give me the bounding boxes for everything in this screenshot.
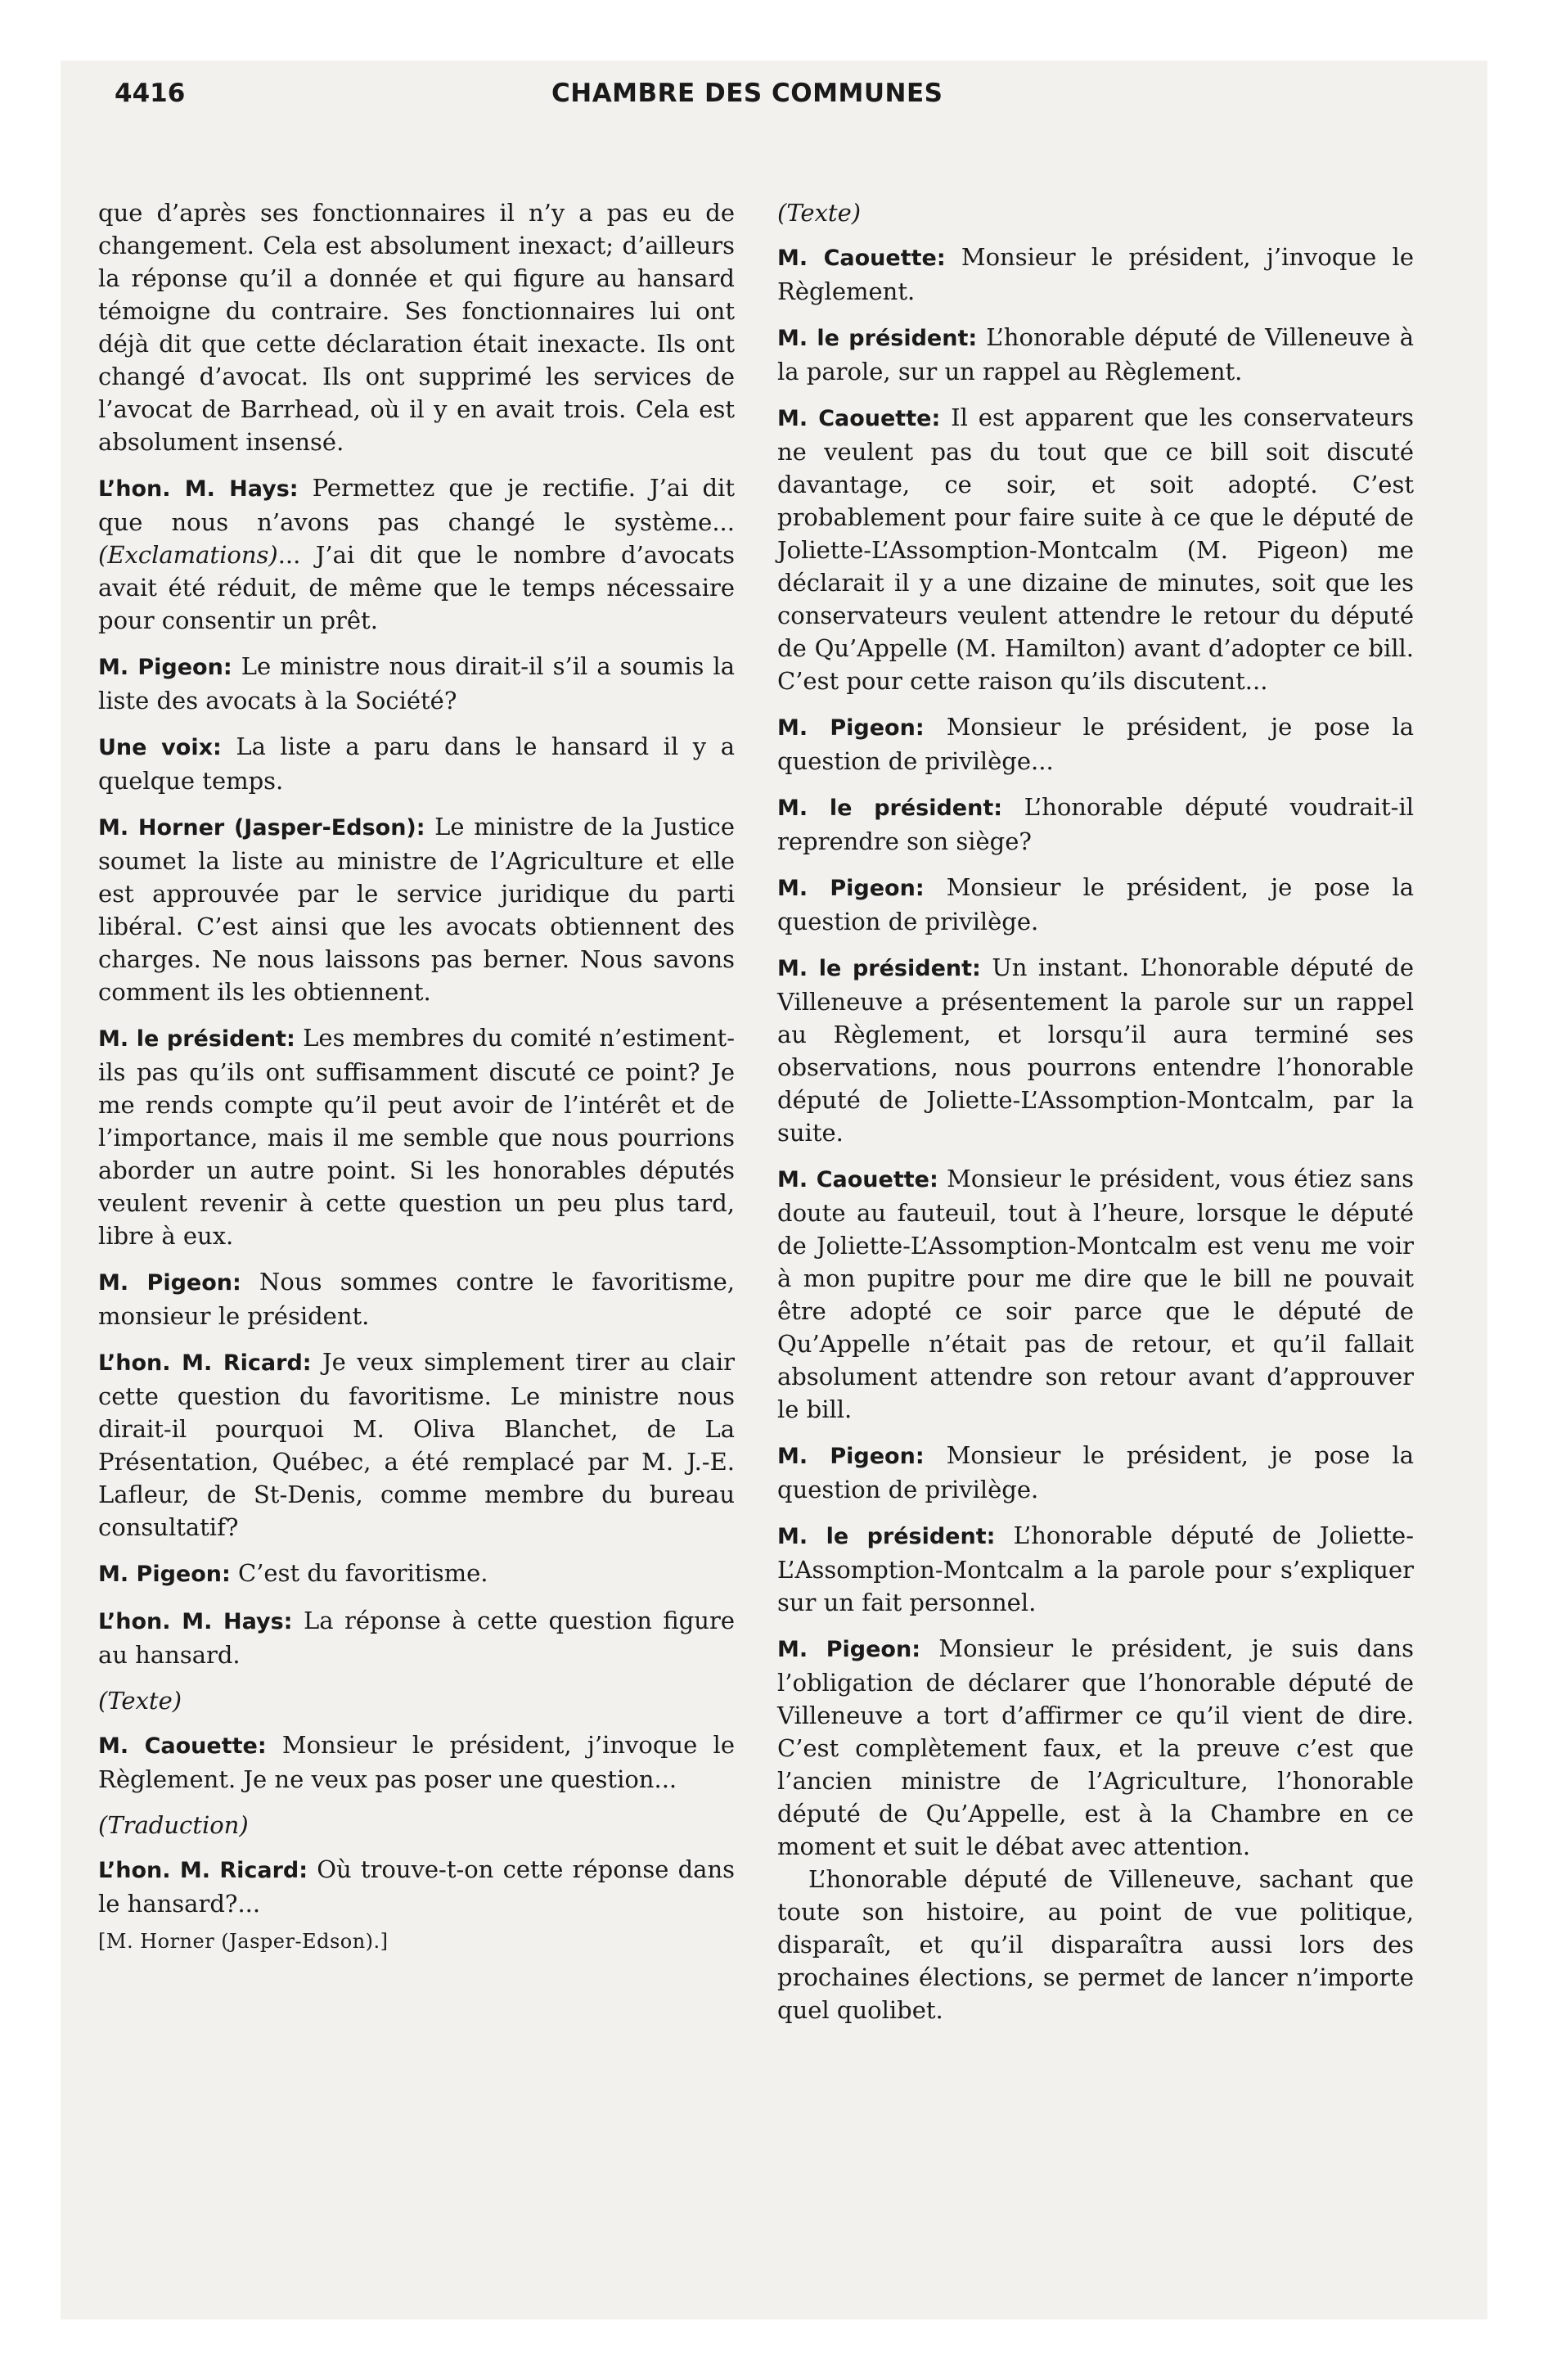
speech-text: C’est du favoritisme. bbox=[230, 1559, 488, 1587]
speech-text: Permettez que je rectifie. J’ai dit que nous n’avons pas changé le système... bbox=[98, 474, 735, 536]
speaker-name: M. Caouette: bbox=[777, 406, 941, 431]
speaker-name: M. le président: bbox=[98, 1026, 295, 1052]
speech-text: Je veux simplement tirer au clair cette question du favoritisme. Le ministre nous dirait-il pourquoi M. Oliva Blanchet, de La Présentation, Québec, a été remplacé par M. J.-E. Lafleur, de St-Denis, comme membre du bureau consultatif? bbox=[98, 1348, 735, 1541]
speech-text: Le ministre de la Justice soumet la liste au ministre de l’Agriculture et elle est approuvée par le service juridique du parti libéral. C’est ainsi que les avocats obtiennent des charges. Ne nous laissons pas berner. Nous savons comment ils les obtiennent. bbox=[98, 813, 735, 1006]
speech-text: Les membres du comité n’estiment-ils pas qu’ils ont suffisamment discuté ce point? Je me rends compte qu’il peut avoir de l’intérêt et de l’importance, mais il me semble que nous pourrions aborder un autre point. Si les honorables députés veulent revenir à cette question un peu plus tard, libre à eux. bbox=[98, 1024, 735, 1250]
speech-text: Nous sommes contre le favoritisme, monsieur le président. bbox=[98, 1268, 736, 1330]
paragraph: L’honorable député de Villeneuve, sachant que toute son histoire, au point de vue politique, disparaît, et qu’il disparaîtra aussi lors des prochaines élections, se permet de lancer n’importe quel quolibet. bbox=[777, 1865, 1414, 2024]
speech bbox=[98, 1265, 735, 1332]
speech-text: Monsieur le président, je suis dans l’obligation de déclarer que l’honorable député de Villeneuve a tort d’affirmer ce qu’il vient de dire. C’est complètement faux, et la preuve c’est que l’ancien ministre de l’Agriculture, l’honorable député de Qu’Appelle, est à la Chambre en ce moment et suit le débat avec attention. bbox=[777, 1634, 1415, 1860]
right-column bbox=[777, 196, 1414, 2040]
speech bbox=[98, 1729, 735, 1796]
speaker-name: M. Pigeon: bbox=[98, 655, 232, 680]
speaker-name: M. le président: bbox=[777, 956, 981, 981]
speaker-name: M. Pigeon: bbox=[98, 1562, 231, 1587]
speech-text: Monsieur le président, j’invoque le Règlement. Je ne veux pas poser une question... bbox=[98, 1731, 735, 1793]
language-note: (Traduction) bbox=[98, 1811, 249, 1839]
speech-interjection: (Exclamations) bbox=[98, 541, 278, 569]
speech-text: La liste a paru dans le hansard il y a quelque temps. bbox=[98, 732, 735, 795]
speaker-name: L’hon. M. Hays: bbox=[98, 476, 299, 502]
speech-text: ... J’ai dit que le nombre d’avocats avait été réduit, de même que le temps nécessaire pour consentir un prêt. bbox=[98, 541, 735, 634]
paragraph: que d’après ses fonctionnaires il n’y a pas eu de changement. Cela est absolument inexact; d’ailleurs la réponse qu’il a donnée et qui figure au hansard témoigne du contraire. Ses fonctionnaires lui ont déjà dit que cette déclaration était inexacte. Ils ont changé d’avocat. Ils ont supprimé les services de l’avocat de Barrhead, où il y en avait trois. Cela est absolument insensé. bbox=[98, 199, 735, 456]
speech bbox=[98, 1021, 735, 1252]
speaker-name: M. Pigeon: bbox=[777, 1637, 920, 1662]
speech-text: Le ministre nous dirait-il s’il a soumis la liste des avocats à la Société? bbox=[98, 652, 735, 714]
speaker-name: L’hon. M. Ricard: bbox=[98, 1350, 312, 1376]
language-note: (Texte) bbox=[98, 1687, 182, 1715]
speech bbox=[777, 871, 1414, 938]
speech bbox=[98, 471, 735, 637]
speech bbox=[777, 321, 1414, 388]
speaker-name: L’hon. M. Ricard: bbox=[98, 1858, 308, 1883]
page-number: 4416 bbox=[115, 79, 186, 108]
speech-text: Monsieur le président, vous étiez sans doute au fauteuil, tout à l’heure, lorsque le député de Joliette-L’Assomption-Montcalm est venu me voir à mon pupitre pour me dire que le bill ne pouvait être adopté ce soir parce que le député de Qu’Appelle n’était pas de retour, et qu’il fallait absolument attendre son retour avant d’approuver le bill. bbox=[777, 1165, 1415, 1423]
speech bbox=[98, 1853, 735, 1920]
speaker-name: M. le président: bbox=[777, 326, 978, 351]
column-footer-note: [M. Horner (Jasper-Edson).] bbox=[98, 1930, 389, 1953]
speech bbox=[777, 710, 1414, 778]
language-note: (Texte) bbox=[777, 199, 862, 227]
speaker-name: M. Caouette: bbox=[777, 246, 946, 271]
speech bbox=[98, 1346, 735, 1544]
speech bbox=[98, 650, 735, 717]
speaker-name: M. Caouette: bbox=[98, 1733, 267, 1759]
speech bbox=[777, 401, 1414, 697]
speaker-name: L’hon. M. Hays: bbox=[98, 1609, 293, 1634]
speaker-name: M. Pigeon: bbox=[98, 1270, 241, 1296]
speech bbox=[98, 810, 735, 1008]
speaker-name: M. le président: bbox=[777, 796, 1003, 821]
speech-text: L’honorable député de Joliette-L’Assomption-Montcalm a la parole pour s’expliquer sur un fait personnel. bbox=[777, 1521, 1414, 1616]
speaker-name: M. Pigeon: bbox=[777, 1444, 925, 1469]
speaker-name: M. Caouette: bbox=[777, 1167, 938, 1192]
speaker-name: M. Horner (Jasper-Edson): bbox=[98, 815, 425, 841]
left-column bbox=[98, 196, 735, 1958]
speech-text: L’honorable député de Villeneuve à la parole, sur un rappel au Règlement. bbox=[777, 323, 1414, 385]
running-title: CHAMBRE DES COMMUNES bbox=[551, 79, 943, 108]
speech bbox=[777, 1632, 1414, 1863]
speech bbox=[777, 951, 1414, 1149]
speech-text: Monsieur le président, j’invoque le Règlement. bbox=[777, 243, 1414, 305]
speech-text: Un instant. L’honorable député de Villeneuve a présentement la parole sur un rappel au Règlement, et lorsqu’il aura terminé ses observations, nous pourrons entendre l’honorable député de Joliette-L’Assomption-Montcalm, par la suite. bbox=[777, 953, 1414, 1147]
speech-text: La réponse à cette question figure au hansard. bbox=[98, 1607, 736, 1669]
speech-text: Monsieur le président, je pose la question de privilège. bbox=[777, 1441, 1415, 1503]
speech bbox=[98, 730, 735, 797]
speech bbox=[777, 791, 1414, 858]
speech bbox=[777, 1162, 1414, 1426]
page-header bbox=[115, 79, 1391, 119]
speaker-name: M. Pigeon: bbox=[777, 715, 925, 741]
speaker-name: M. le président: bbox=[777, 1524, 996, 1549]
speech-text: Il est apparent que les conservateurs ne veulent pas du tout que ce bill soit discuté davantage, ce soir, et soit adopté. C’est probablement pour faire suite à ce que le député de Joliette-L’Assomption-Montcalm (M. Pigeon) me déclarait il y a une dizaine de minutes, soit que les conservateurs veulent attendre le retour du député de Qu’Appelle (M. Hamilton) avant d’adopter ce bill. C’est pour cette raison qu’ils discutent... bbox=[777, 403, 1414, 695]
speech bbox=[98, 1604, 735, 1671]
speaker-name: M. Pigeon: bbox=[777, 876, 925, 901]
speech-text: Monsieur le président, je pose la question de privilège... bbox=[777, 713, 1415, 775]
speech bbox=[98, 1557, 735, 1591]
speech-text: Monsieur le président, je pose la question de privilège. bbox=[777, 873, 1415, 935]
speech-text: L’honorable député voudrait-il reprendre son siège? bbox=[777, 793, 1414, 855]
speaker-name: Une voix: bbox=[98, 735, 222, 760]
speech bbox=[777, 1439, 1414, 1506]
speech bbox=[777, 241, 1414, 308]
speech-text: Où trouve-t-on cette réponse dans le hansard?... bbox=[98, 1855, 735, 1918]
speech bbox=[777, 1519, 1414, 1619]
